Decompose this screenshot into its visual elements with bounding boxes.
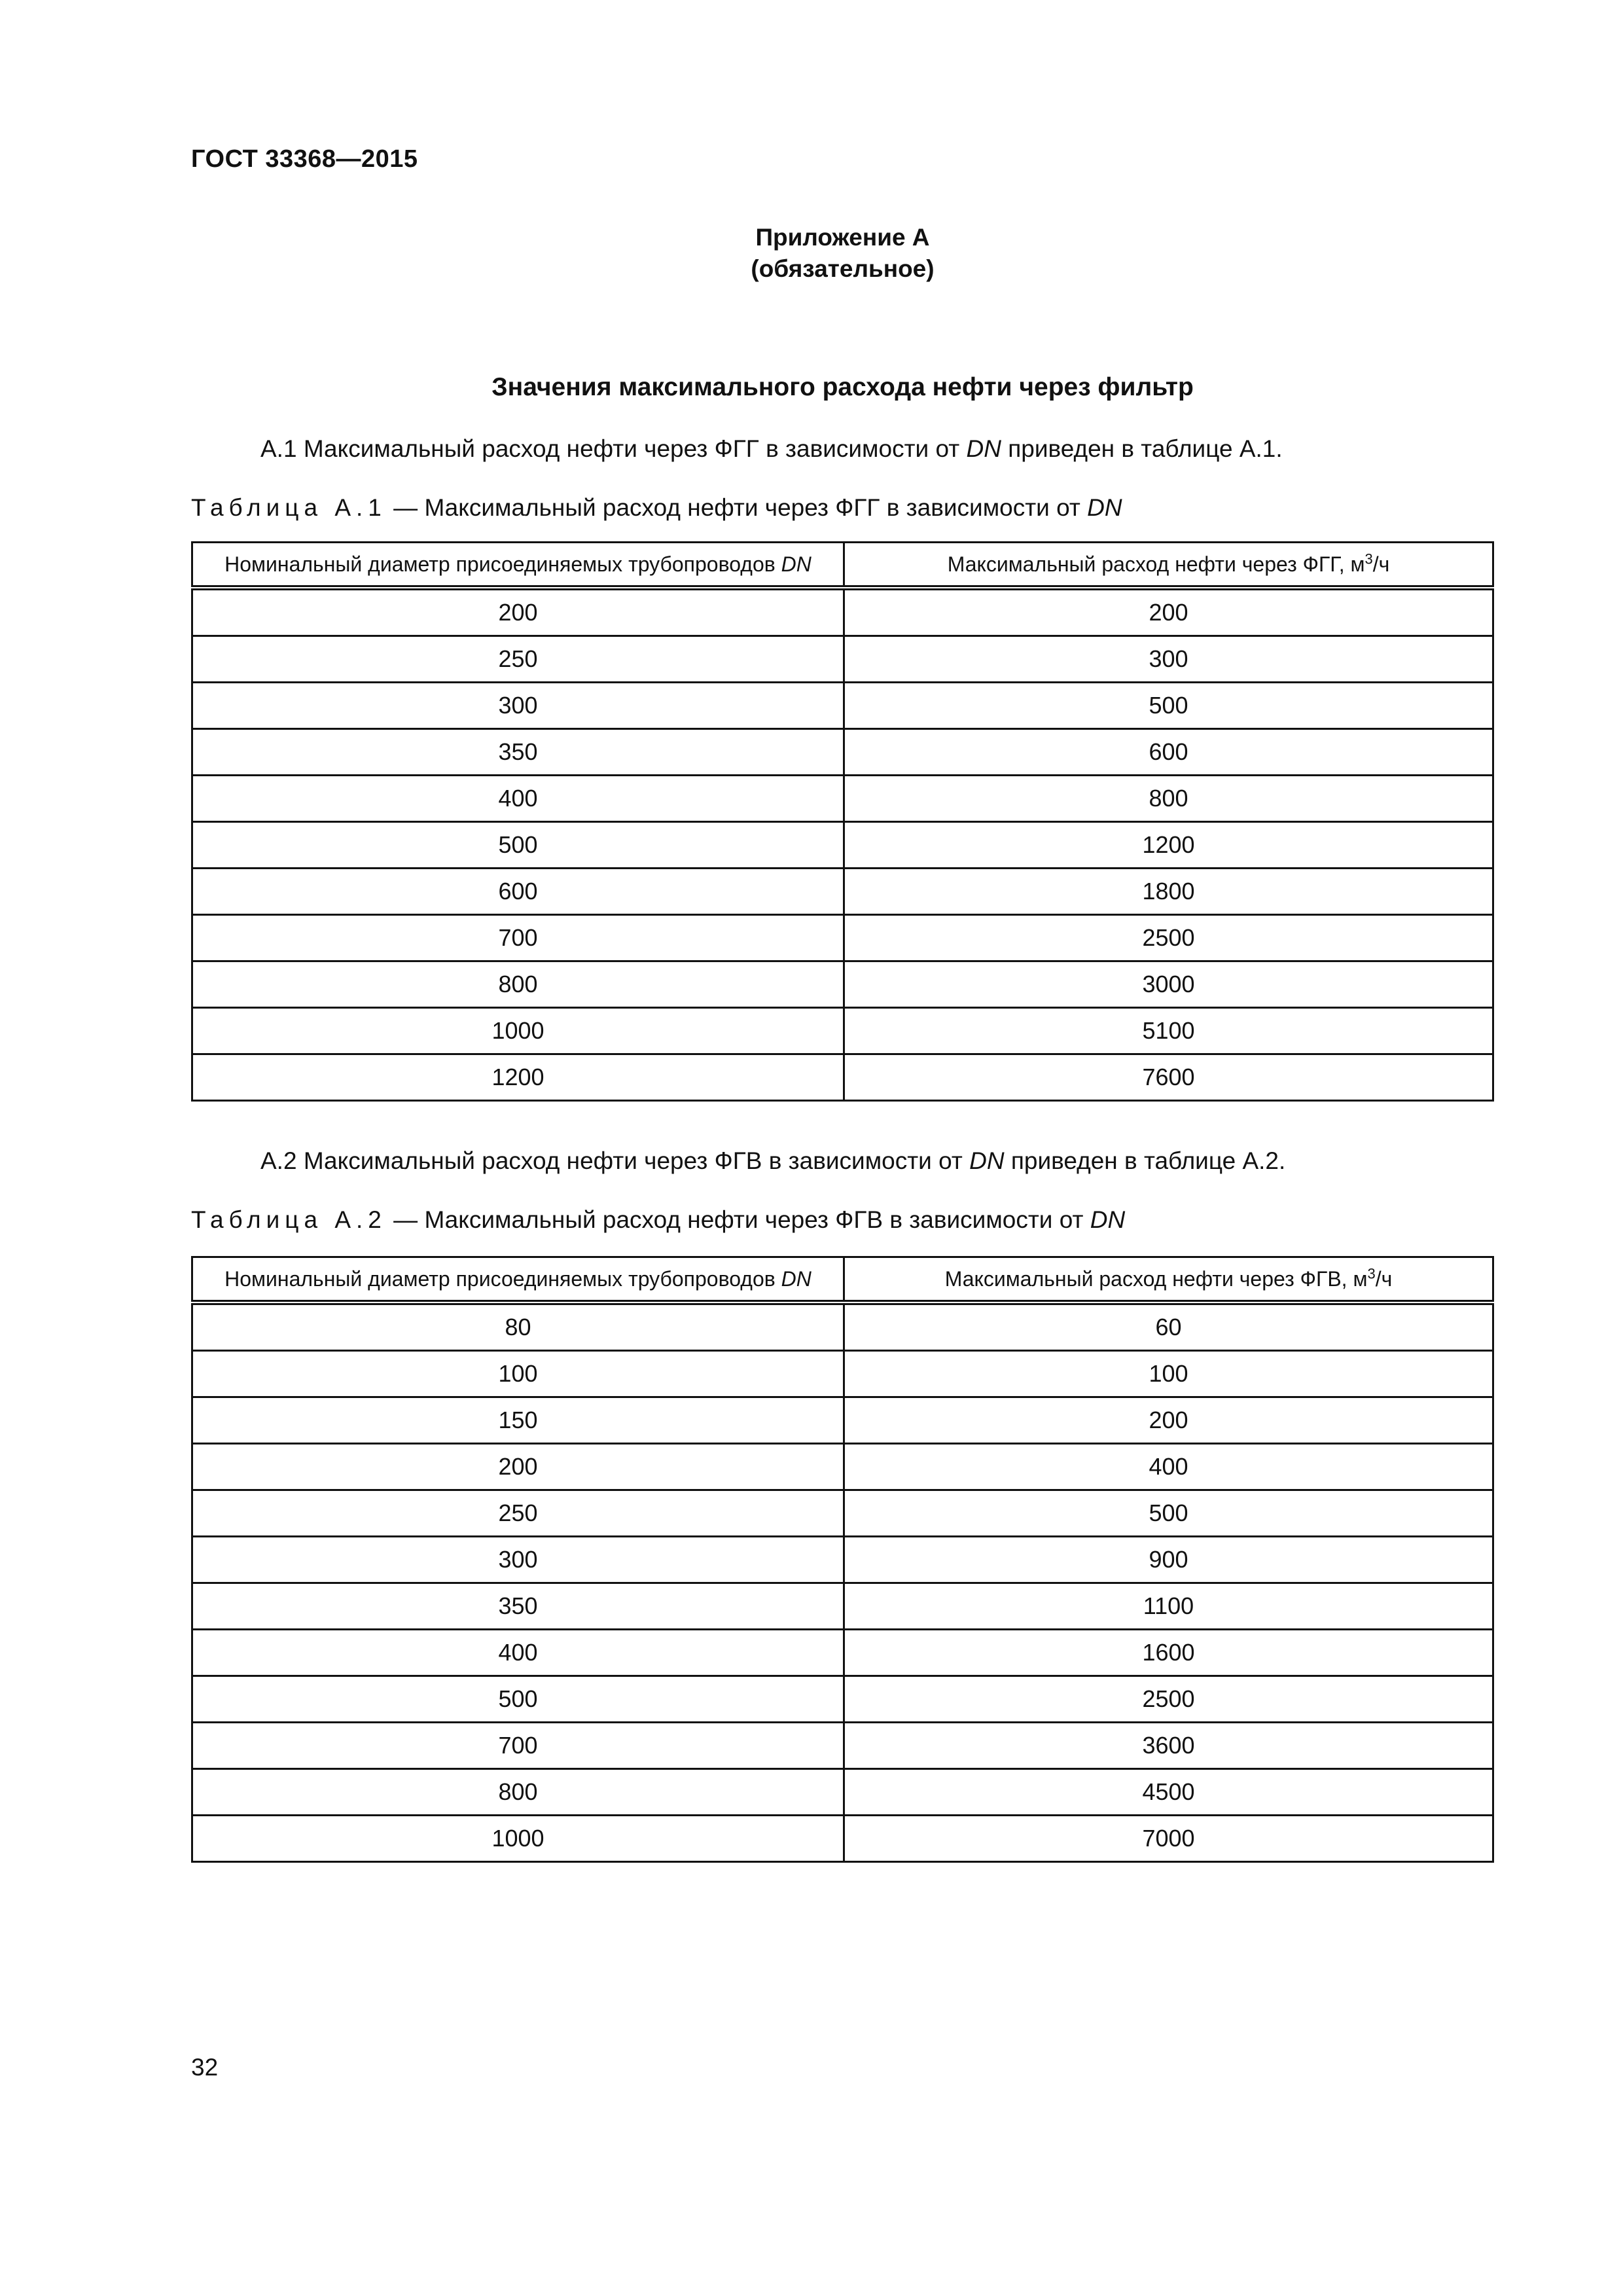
flow-cell: 400 [844, 1444, 1493, 1490]
paragraph-a1-text-after: приведен в таблице А.1. [1001, 435, 1283, 462]
paragraph-a2-text-before: А.2 Максимальный расход нефти через ФГВ в зависимости от [260, 1147, 970, 1174]
diameter-cell: 300 [192, 683, 844, 729]
table-row [192, 1816, 1493, 1862]
flow-cell: 7000 [844, 1816, 1493, 1862]
flow-cell: 5100 [844, 1008, 1493, 1054]
header-dn: DN [781, 552, 812, 576]
table-row [192, 822, 1493, 869]
diameter-cell: 200 [192, 1444, 844, 1490]
table-row [192, 1444, 1493, 1490]
table-a1-caption-label: Таблица А.1 [191, 494, 387, 521]
flow-cell: 200 [844, 1397, 1493, 1444]
table-a1-caption-dn: DN [1087, 494, 1122, 521]
header-text: Максимальный расход нефти через ФГВ, м [944, 1266, 1368, 1291]
table-a1-header-flow [844, 543, 1493, 588]
flow-cell: 100 [844, 1351, 1493, 1397]
table-row [192, 1054, 1493, 1101]
table-row [192, 961, 1493, 1008]
diameter-cell: 100 [192, 1351, 844, 1397]
table-a1-caption-text: — Максимальный расход нефти через ФГГ в зависимости от [386, 494, 1088, 521]
appendix-title: Приложение А [755, 224, 930, 251]
diameter-cell: 800 [192, 961, 844, 1008]
flow-cell: 1200 [844, 822, 1493, 869]
standard-code-header: ГОСТ 33368—2015 [191, 145, 418, 173]
diameter-cell: 350 [192, 1583, 844, 1630]
table-row [192, 869, 1493, 915]
diameter-cell: 150 [192, 1397, 844, 1444]
header-text: Номинальный диаметр присоединяемых трубопроводов [224, 1266, 781, 1291]
diameter-cell: 250 [192, 1490, 844, 1537]
table-row [192, 915, 1493, 961]
table-row [192, 1302, 1493, 1351]
diameter-cell: 350 [192, 729, 844, 776]
table-row [192, 1397, 1493, 1444]
paragraph-a2 [260, 1147, 1285, 1175]
paragraph-a1-dn: DN [966, 435, 1001, 462]
paragraph-a2-text-after: приведен в таблице А.2. [1004, 1147, 1286, 1174]
paragraph-a1 [260, 435, 1283, 463]
flow-cell: 800 [844, 776, 1493, 822]
diameter-cell: 1200 [192, 1054, 844, 1101]
table-a2-caption [191, 1206, 1125, 1234]
flow-cell: 3000 [844, 961, 1493, 1008]
diameter-cell: 700 [192, 915, 844, 961]
diameter-cell: 1000 [192, 1816, 844, 1862]
paragraph-a2-dn: DN [969, 1147, 1005, 1174]
table-row [192, 1769, 1493, 1816]
table-row [192, 1676, 1493, 1723]
table-row [192, 1583, 1493, 1630]
table-a1-caption [191, 494, 1122, 522]
diameter-cell: 80 [192, 1302, 844, 1351]
flow-cell: 300 [844, 636, 1493, 683]
table-a2-header-diameter [192, 1257, 844, 1303]
section-title: Значения максимального расхода нефти через фильтр [491, 373, 1194, 401]
table-a2-caption-dn: DN [1090, 1206, 1126, 1233]
flow-cell: 4500 [844, 1769, 1493, 1816]
diameter-cell: 300 [192, 1537, 844, 1583]
table-row [192, 1537, 1493, 1583]
flow-cell: 1600 [844, 1630, 1493, 1676]
table-a2-caption-text: — Максимальный расход нефти через ФГВ в зависимости от [386, 1206, 1090, 1233]
flow-cell: 900 [844, 1537, 1493, 1583]
table-row [192, 729, 1493, 776]
table-a1 [191, 541, 1494, 1102]
table-a2 [191, 1256, 1494, 1863]
flow-cell: 1100 [844, 1583, 1493, 1630]
flow-cell: 600 [844, 729, 1493, 776]
flow-cell: 3600 [844, 1723, 1493, 1769]
flow-cell: 2500 [844, 915, 1493, 961]
table-row [192, 1008, 1493, 1054]
table-a2-header-flow [844, 1257, 1493, 1303]
table-a1-header-diameter [192, 543, 844, 588]
diameter-cell: 500 [192, 1676, 844, 1723]
table-row [192, 776, 1493, 822]
flow-cell: 500 [844, 1490, 1493, 1537]
diameter-cell: 1000 [192, 1008, 844, 1054]
table-row [192, 1490, 1493, 1537]
diameter-cell: 200 [192, 588, 844, 636]
table-row [192, 588, 1493, 636]
table-row [192, 1351, 1493, 1397]
table-row [192, 1723, 1493, 1769]
flow-cell: 60 [844, 1302, 1493, 1351]
table-header-row [192, 1257, 1493, 1303]
page-number: 32 [191, 2054, 219, 2081]
header-text: Максимальный расход нефти через ФГГ, м [947, 552, 1365, 576]
table-row [192, 636, 1493, 683]
diameter-cell: 500 [192, 822, 844, 869]
flow-cell: 2500 [844, 1676, 1493, 1723]
header-text: Номинальный диаметр присоединяемых трубопроводов [224, 552, 781, 576]
table-row [192, 683, 1493, 729]
diameter-cell: 400 [192, 776, 844, 822]
flow-cell: 7600 [844, 1054, 1493, 1101]
diameter-cell: 800 [192, 1769, 844, 1816]
diameter-cell: 400 [192, 1630, 844, 1676]
header-unit-superscript: 3 [1367, 1265, 1376, 1282]
diameter-cell: 700 [192, 1723, 844, 1769]
table-row [192, 1630, 1493, 1676]
diameter-cell: 600 [192, 869, 844, 915]
header-dn: DN [781, 1266, 812, 1291]
flow-cell: 500 [844, 683, 1493, 729]
header-unit: /ч [1375, 1266, 1393, 1291]
table-a2-caption-label: Таблица А.2 [191, 1206, 387, 1233]
flow-cell: 1800 [844, 869, 1493, 915]
appendix-status: (обязательное) [751, 255, 935, 282]
flow-cell: 200 [844, 588, 1493, 636]
header-unit-superscript: 3 [1364, 550, 1373, 567]
header-unit: /ч [1372, 552, 1390, 576]
table-header-row [192, 543, 1493, 588]
paragraph-a1-text-before: А.1 Максимальный расход нефти через ФГГ в зависимости от [260, 435, 967, 462]
diameter-cell: 250 [192, 636, 844, 683]
